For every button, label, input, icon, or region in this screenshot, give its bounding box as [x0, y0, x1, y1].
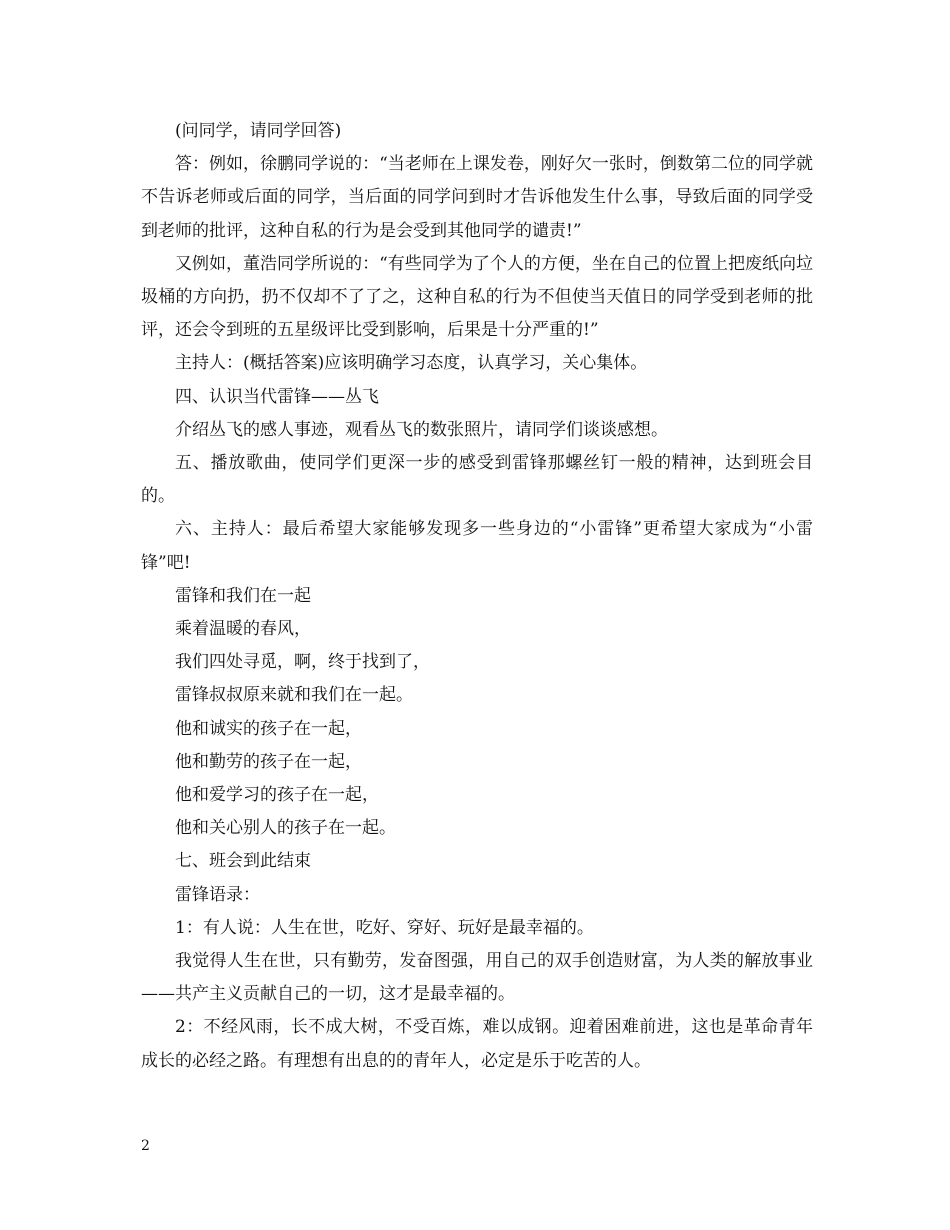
poem-line: 他和爱学习的孩子在一起， [175, 785, 379, 806]
section-heading: 四、认识当代雷锋——丛飞 [175, 386, 379, 407]
poem-line: 他和关心别人的孩子在一起。 [175, 818, 396, 839]
paragraph: (问同学，请同学回答) [175, 121, 342, 141]
quotes-heading: 雷锋语录： [175, 884, 260, 905]
poem-line: 雷锋叔叔原来就和我们在一起。 [175, 685, 413, 706]
document-body [141, 115, 813, 1078]
paragraph: 答：例如，徐鹏同学说的：“当老师在上课发卷，刚好欠一张时，倒数第二位的同学就不告诉老师或后面的同学，当后面的同学问到时才告诉他发生什么事，导致后面的同学受到老师的批评，这种自私的行为是会受到其他同学的谴责!” [141, 154, 813, 241]
paragraph: 主持人：(概括答案)应该明确学习态度，认真学习，关心集体。 [175, 353, 648, 374]
poem-line: 他和勤劳的孩子在一起， [175, 751, 362, 772]
section-heading: 六、主持人：最后希望大家能够发现多一些身边的“小雷锋”更希望大家成为“小雷锋”吧! [141, 519, 813, 573]
quote-item: 1：有人说：人生在世，吃好、穿好、玩好是最幸福的。 [175, 917, 594, 938]
paragraph: 介绍丛飞的感人事迹，观看丛飞的数张照片，请同学们谈谈感想。 [175, 419, 668, 440]
page-number: 2 [141, 1138, 150, 1154]
poem-line: 他和诚实的孩子在一起， [175, 718, 362, 739]
paragraph: 我觉得人生在世，只有勤劳，发奋图强，用自己的双手创造财富，为人类的解放事业——共产主义贡献自己的一切，这才是最幸福的。 [141, 951, 813, 1005]
section-heading: 五、播放歌曲，使同学们更深一步的感受到雷锋那螺丝钉一般的精神，达到班会目的。 [141, 453, 813, 507]
quote-item: 2：不经风雨，长不成大树，不受百炼，难以成钢。迎着困难前进，这也是革命青年成长的必经之路。有理想有出息的的青年人，必定是乐于吃苦的人。 [141, 1017, 813, 1071]
poem-line: 我们四处寻觅，啊，终于找到了， [175, 652, 430, 673]
section-heading: 七、班会到此结束 [175, 851, 311, 872]
paragraph: 又例如，董浩同学所说的：“有些同学为了个人的方便，坐在自己的位置上把废纸向垃圾桶的方向扔，扔不仅却不了了之，这种自私的行为不但使当天值日的同学受到老师的批评，还会令到班的五星级评比受到影响，后果是十分严重的!” [141, 253, 813, 341]
poem-line: 乘着温暖的春风， [175, 619, 311, 640]
poem-title: 雷锋和我们在一起 [175, 585, 311, 606]
